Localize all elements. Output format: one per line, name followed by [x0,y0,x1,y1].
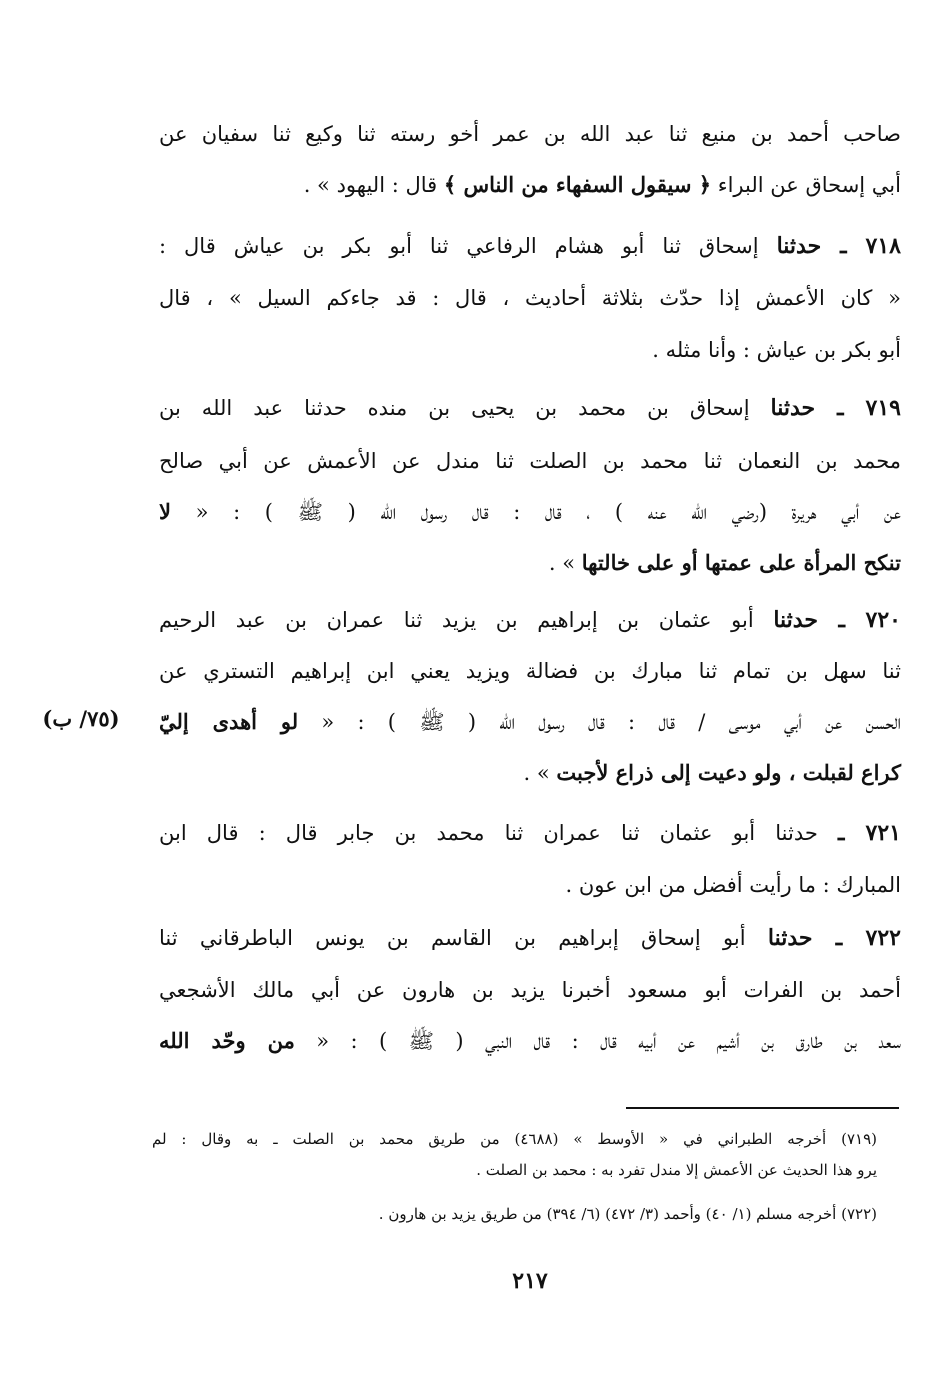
text-span: » . [548,551,582,575]
bold-text: كراع لقبلت ، ولو دعيت إلى ذراع لأجبت [556,760,901,785]
text-span: « كان الأعمش إذا حدّث بثلاثة أحاديث ، قال : قد جاءكم السيل » ، قال [159,286,901,310]
bold-text: لا [159,499,171,524]
text-line [159,446,901,476]
text-span: المبارك : ما رأيت أفضل من ابن عون . [565,873,901,897]
text-line [159,548,901,578]
text-span: محمد بن النعمان ثنا محمد بن الصلت ثنا مندل عن الأعمش عن أبي صالح [159,449,901,473]
text-line [159,818,901,848]
footnote-line: (٧١٩) أخرجه الطبراني في « الأوسط » (٤٦٨٨) من طريق محمد بن الصلت ـ به وقال : لم [152,1130,877,1148]
text-line [159,497,901,527]
hadith-number: ٧١٨ ـ حدثنا [776,233,901,259]
text-span: إسحاق بن محمد بن يحيى بن منده حدثنا عبد الله بن [159,396,771,420]
footnote-line: يرو هذا الحديث عن الأعمش إلا مندل تفرد به : محمد بن الصلت . [476,1161,877,1179]
page-number: ٢١٧ [512,1268,548,1294]
text-line [159,605,901,635]
text-span: الحسن عن أبي موسى / قال : قال رسول الله ( ﷺ ) : « [298,710,901,734]
bold-text: ﴿ سيقول السفهاء من الناس ﴾ [443,172,712,197]
text-line [159,170,901,200]
hadith-number: ٧٢١ ـ [837,820,901,846]
text-span: صاحب أحمد بن منيع ثنا عبد الله بن عمر أخو رسته ثنا وكيع ثنا سفيان عن [159,122,901,146]
text-line [159,923,901,953]
text-span: عن أبي هريرة (رضي الله عنه ) ، قال : قال رسول الله ( ﷺ ) : « [170,500,901,524]
text-line [159,707,901,737]
hadith-number: ٧٢٢ ـ حدثنا [767,925,901,951]
hadith-number: ٧١٩ ـ حدثنا [770,395,901,421]
manuscript-folio-note: (٧٥/ ب) [42,706,120,731]
text-line [159,335,901,365]
bold-text: لو أهدى إليّ [159,709,299,734]
text-line [159,283,901,313]
bold-text: تنكح المرأة على عمتها أو على خالتها [581,550,901,575]
text-span: » . [523,761,557,785]
footnote-line: (٧٢٢) أخرجه مسلم (١/ ٤٠) وأحمد (٣/ ٤٧٢) (٦/ ٣٩٤) من طريق يزيد بن هارون . [378,1205,877,1223]
text-line [159,119,901,149]
text-line [159,231,901,261]
text-span: حدثنا أبو عثمان ثنا عمران ثنا محمد بن جابر قال : قال ابن [159,821,838,845]
text-line [159,870,901,900]
text-line [159,1026,901,1056]
text-span: أبي إسحاق عن البراء [711,173,901,197]
text-line [159,656,901,686]
text-line [159,758,901,788]
text-span: أحمد بن الفرات أبو مسعود أخبرنا يزيد بن هارون عن أبي مالك الأشجعي [159,978,901,1002]
text-line [159,393,901,423]
text-span: أبو إسحاق إبراهيم بن القاسم بن يونس الباطرقاني ثنا [159,926,768,950]
text-span: أبو عثمان بن إبراهيم بن يزيد ثنا عمران بن عبد الرحيم [159,608,774,632]
hadith-number: ٧٢٠ ـ حدثنا [773,607,901,633]
text-span: أبو بكر بن عياش : وأنا مثله . [652,338,901,362]
text-span: إسحاق ثنا أبو هشام الرفاعي ثنا أبو بكر بن عياش قال : [159,234,777,258]
bold-text: من وحّد الله [159,1028,295,1053]
text-span: قال : اليهود » . [303,173,444,197]
text-span: ثنا سهل بن تمام ثنا مبارك بن فضالة ويزيد يعني ابن إبراهيم التستري عن [159,659,901,683]
text-line [159,975,901,1005]
footnote-separator [626,1107,899,1109]
text-span: سعد بن طارق بن أشيم عن أبيه قال : قال النبي ( ﷺ ) : « [294,1029,901,1053]
